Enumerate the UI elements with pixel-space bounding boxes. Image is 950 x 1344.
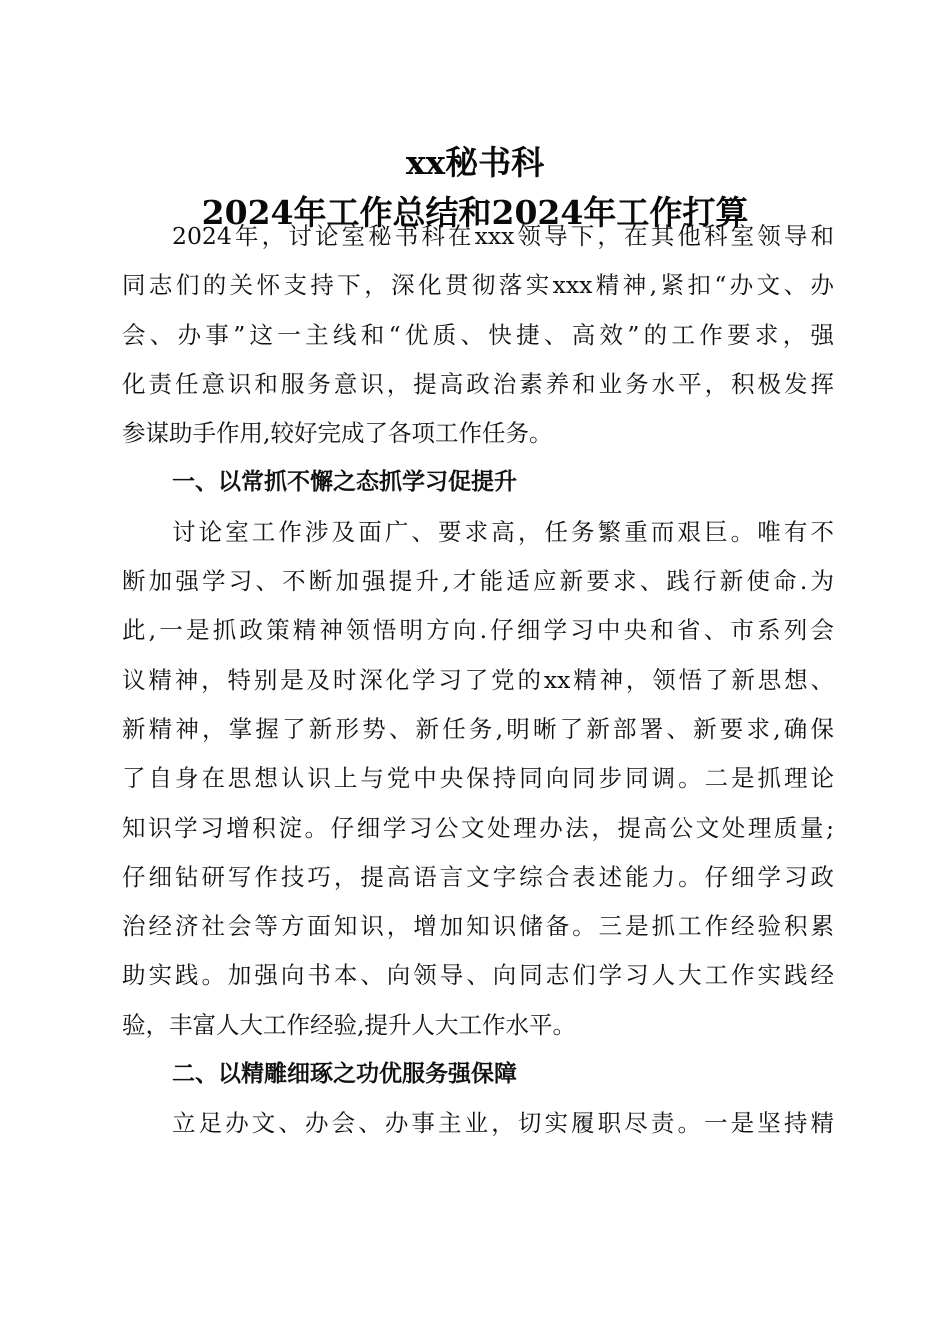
paragraph-line: 此,一是抓政策精神领悟明方向.仔细学习中央和省、市系列会 — [122, 616, 834, 645]
section-heading-2: 二、以精雕细琢之功优服务强保障 — [172, 1061, 517, 1088]
intro-paragraph — [122, 212, 834, 458]
paragraph-line: 验，丰富人大工作经验,提升人大工作水平。 — [122, 1010, 576, 1039]
paragraph-line: 立足办文、办会、办事主业，切实履职尽责。一是坚持精 — [172, 1109, 834, 1138]
paragraph-line: 参谋助手作用,较好完成了各项工作任务。 — [122, 419, 553, 448]
paragraph-line: 断加强学习、不断加强提升,才能适应新要求、践行新使命.为 — [122, 567, 834, 596]
paragraph-line: 议精神，特别是及时深化学习了党的xx精神，领悟了新思想、 — [122, 665, 834, 694]
section-2-paragraph — [122, 1099, 834, 1148]
paragraph-line: 治经济社会等方面知识，增加知识储备。三是抓工作经验积累 — [122, 912, 834, 941]
paragraph-line: 化责任意识和服务意识，提高政治素养和业务水平，积极发挥 — [122, 369, 834, 398]
paragraph-line: 同志们的关怀支持下，深化贯彻落实xxx精神,紧扣“办文、办 — [122, 271, 834, 300]
title-line-2: 2024年工作总结和2024年工作打算 — [201, 193, 749, 232]
paragraph-line: 了自身在思想认识上与党中央保持同向同步同调。二是抓理论 — [122, 764, 834, 793]
document-body — [122, 212, 834, 1149]
section-heading-1: 一、以常抓不懈之态抓学习促提升 — [172, 469, 517, 496]
title-line-1: xx秘书科 — [405, 143, 545, 182]
section-1-paragraph — [122, 508, 834, 1050]
paragraph-line: 仔细钻研写作技巧，提高语言文字综合表述能力。仔细学习政 — [122, 862, 834, 891]
paragraph-line: 会、办事”这一主线和“优质、快捷、高效”的工作要求，强 — [122, 320, 834, 349]
paragraph-line: 助实践。加强向书本、向领导、向同志们学习人大工作实践经 — [122, 961, 834, 990]
paragraph-line: 2024年，讨论室秘书科在xxx领导下，在其他科室领导和 — [172, 222, 834, 250]
paragraph-line: 讨论室工作涉及面广、要求高，任务繁重而艰巨。唯有不 — [172, 517, 834, 546]
paragraph-line: 新精神，掌握了新形势、新任务,明晰了新部署、新要求,确保 — [122, 714, 834, 743]
paragraph-line: 知识学习增积淀。仔细学习公文处理办法，提高公文处理质量; — [122, 813, 834, 842]
